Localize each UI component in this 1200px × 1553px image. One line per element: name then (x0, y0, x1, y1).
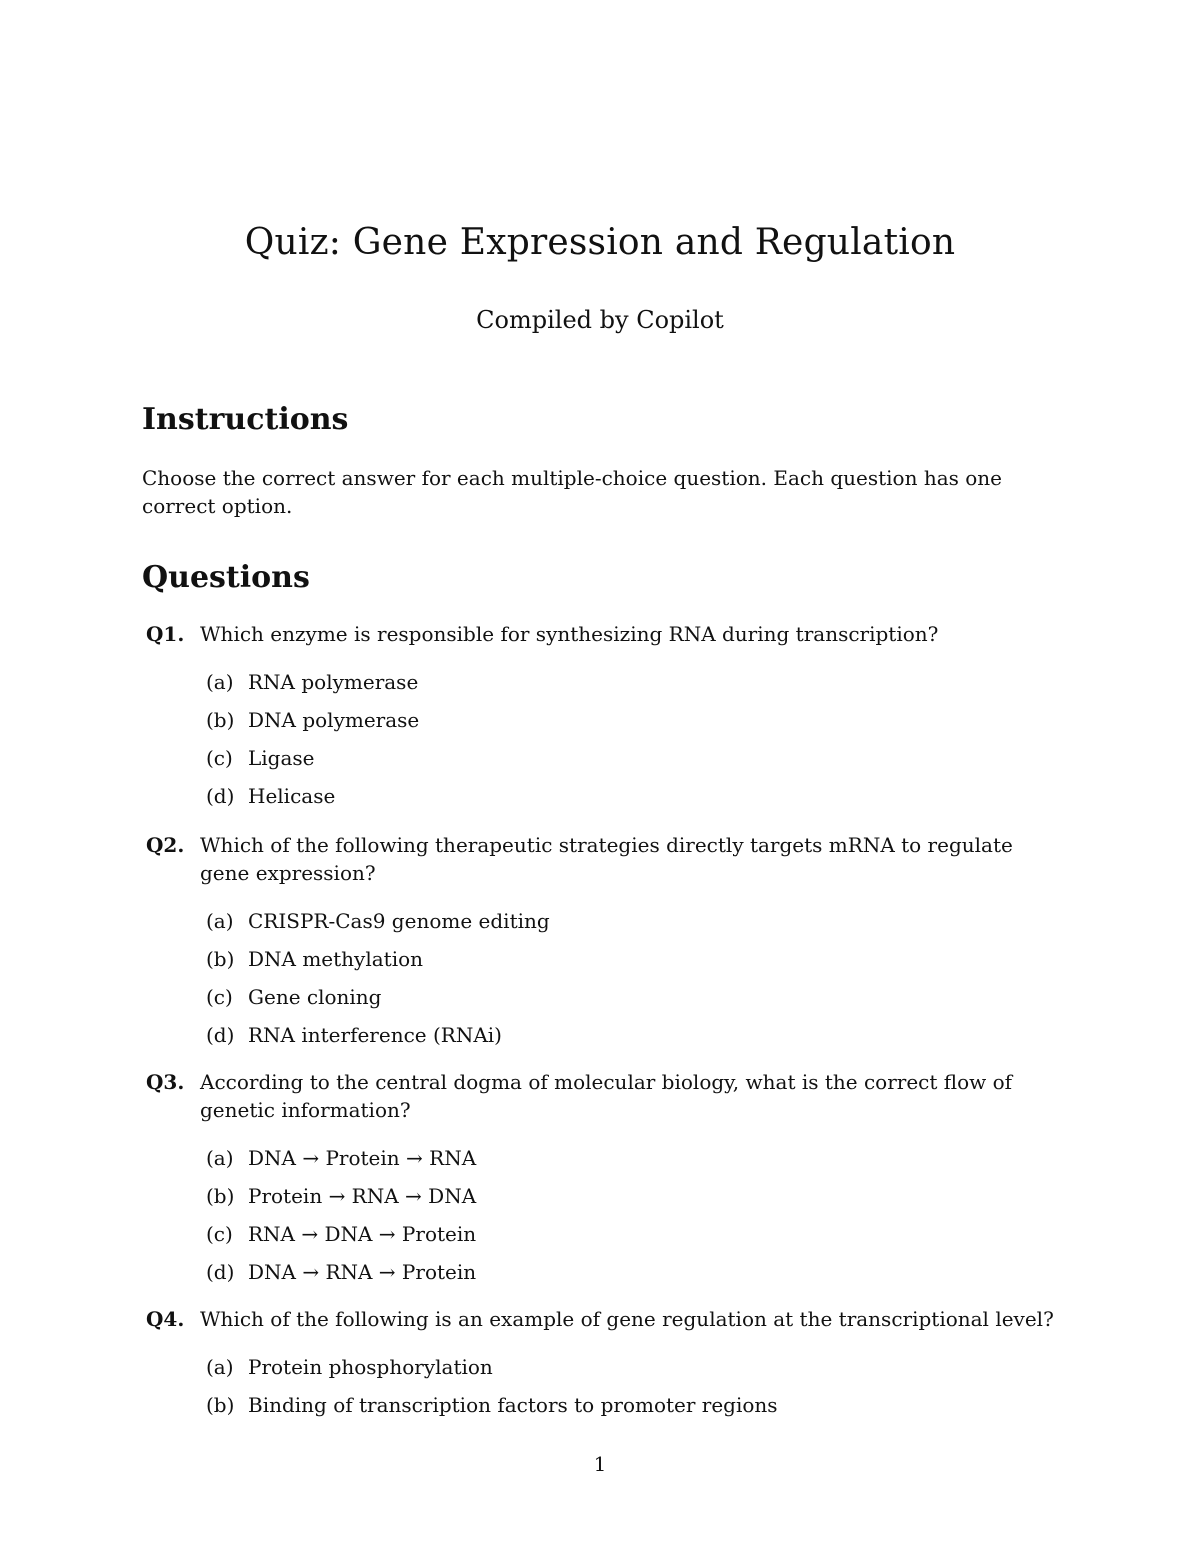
option-item (206, 782, 335, 810)
questions-heading: Questions (142, 560, 310, 595)
option-letter: (a) (206, 909, 234, 933)
question-3 (146, 1068, 1062, 1284)
option-text: DNA methylation (248, 947, 424, 971)
option-text: CRISPR-Cas9 genome editing (248, 909, 550, 933)
option-text: Ligase (248, 746, 315, 770)
option-item (206, 983, 382, 1011)
option-item (206, 945, 423, 973)
option-text: Protein phosphorylation (248, 1355, 493, 1379)
option-item (206, 1220, 476, 1248)
option-letter: (b) (206, 1393, 235, 1417)
option-letter: (c) (206, 985, 233, 1009)
question-label: Q1. (146, 622, 185, 646)
question-text: According to the central dogma of molecular biology, what is the correct flow of genetic information? (200, 1070, 1013, 1122)
option-letter: (b) (206, 708, 235, 732)
option-item (206, 744, 315, 772)
page-title: Quiz: Gene Expression and Regulation (244, 222, 956, 263)
author-line: Compiled by Copilot (476, 306, 724, 334)
option-item (206, 1391, 778, 1419)
option-text: RNA → DNA → Protein (248, 1222, 477, 1246)
option-letter: (b) (206, 1184, 235, 1208)
option-text: Binding of transcription factors to promoter regions (248, 1393, 778, 1417)
option-text: Protein → RNA → DNA (248, 1184, 477, 1208)
option-item (206, 907, 550, 935)
option-item (206, 1144, 476, 1172)
option-letter: (a) (206, 1355, 234, 1379)
option-text: DNA polymerase (248, 708, 420, 732)
page-number: 1 (593, 1452, 607, 1476)
question-2 (146, 831, 1062, 1047)
option-text: RNA interference (RNAi) (248, 1023, 502, 1047)
question-1 (146, 620, 1062, 808)
option-text: Helicase (248, 784, 336, 808)
instructions-heading: Instructions (142, 402, 349, 437)
instructions-text: Choose the correct answer for each multiple-choice question. Each question has one correct option. (142, 466, 1003, 518)
question-text: Which of the following is an example of gene regulation at the transcriptional level? (200, 1307, 1054, 1331)
option-letter: (d) (206, 1023, 235, 1047)
option-text: RNA polymerase (248, 670, 419, 694)
option-letter: (d) (206, 784, 235, 808)
option-letter: (a) (206, 670, 234, 694)
option-text: Gene cloning (248, 985, 382, 1009)
option-item (206, 706, 419, 734)
option-item (206, 1353, 493, 1381)
question-label: Q4. (146, 1307, 185, 1331)
option-letter: (b) (206, 947, 235, 971)
question-4 (146, 1305, 1062, 1417)
option-letter: (d) (206, 1260, 235, 1284)
question-label: Q2. (146, 833, 185, 857)
option-text: DNA → Protein → RNA (248, 1146, 477, 1170)
option-item (206, 1182, 476, 1210)
question-label: Q3. (146, 1070, 185, 1094)
option-letter: (a) (206, 1146, 234, 1170)
option-item (206, 668, 418, 696)
option-letter: (c) (206, 1222, 233, 1246)
question-text: Which enzyme is responsible for synthesizing RNA during transcription? (200, 622, 939, 646)
option-item (206, 1258, 476, 1286)
option-text: DNA → RNA → Protein (248, 1260, 477, 1284)
option-letter: (c) (206, 746, 233, 770)
option-item (206, 1021, 502, 1049)
question-text: Which of the following therapeutic strategies directly targets mRNA to regulate gene expression? (200, 833, 1013, 885)
